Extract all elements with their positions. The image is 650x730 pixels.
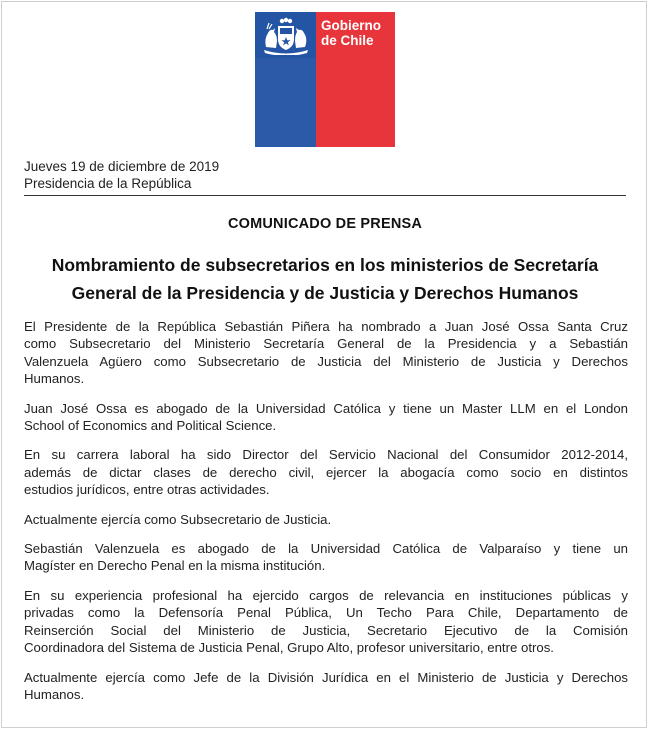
headline-line: Nombramiento de subsecretarios en los ministerios de Secretaría (51, 255, 599, 275)
paragraph-line: El Presidente de la República Sebastián Piñera ha nombrado a Juan José Ossa Santa Cruz (24, 319, 628, 334)
paragraph-line: Humanos. (24, 686, 85, 702)
paragraph-line: estudios jurídicos, entre otras actividades. (24, 482, 270, 498)
publication-source: Presidencia de la República (24, 176, 192, 191)
logo-line-2: de Chile (321, 33, 374, 48)
article-body (24, 318, 628, 715)
headline-line: General de la Presidencia y de Justicia y Derechos Humanos (71, 283, 579, 303)
logo-line-1: Gobierno (321, 18, 381, 33)
paragraph-line: Juan José Ossa es abogado de la Universidad Católica y tiene un Master LLM en el London (24, 400, 628, 416)
paragraph-line: En su experiencia profesional ha ejercido cargos de relevancia en instituciones públicas y (24, 587, 628, 603)
header-divider (24, 195, 626, 196)
headline (20, 251, 630, 307)
paragraph (24, 587, 628, 657)
paragraph-line: además de dictar clases de derecho civil, ejercer la abogacía como socio en distintos (24, 464, 628, 480)
paragraph (24, 318, 628, 388)
press-release-label: COMUNICADO DE PRENSA (227, 216, 423, 232)
publication-date: Jueves 19 de diciembre de 2019 (24, 159, 220, 174)
paragraph (24, 511, 628, 528)
paragraph-line: Actualmente ejercía como Jefe de la División Jurídica en el Ministerio de Justicia y Derechos (24, 669, 628, 685)
document-meta (24, 158, 219, 192)
logo-wordmark (321, 18, 393, 48)
paragraph-line: Sebastián Valenzuela es abogado de la Universidad Católica de Valparaíso y tiene un (24, 541, 628, 557)
paragraph (24, 446, 628, 498)
paragraph-line: School of Economics and Political Science. (24, 418, 277, 434)
paragraph-line: Magíster en Derecho Penal en la misma institución. (24, 558, 326, 574)
paragraph (24, 400, 628, 435)
paragraph-line: Reinserción Social del Ministerio de Justicia, Secretario Ejecutivo de la Comisión (24, 622, 628, 638)
paragraph-line: privadas como la Defensoría Penal Pública, Un Techo Para Chile, Departamento de (24, 605, 628, 621)
paragraph-line: En su carrera laboral ha sido Director del Servicio Nacional del Consumidor 2012-2014, (24, 447, 628, 463)
paragraph-line: Valenzuela Agüero como Subsecretario de Justicia del Ministerio de Justicia y Derechos (24, 353, 628, 369)
paragraph-line: como Subsecretario del Ministerio Secretaría General de la Presidencia y a Sebastián (24, 336, 628, 352)
paragraph-line: Humanos. (24, 371, 85, 387)
paragraph (24, 669, 628, 704)
paragraph-line: Coordinadora del Sistema de Justicia Penal, Grupo Alto, profesor universitario, entre otros. (24, 640, 554, 656)
gobierno-de-chile-logo (255, 12, 395, 147)
paragraph-line: Actualmente ejercía como Subsecretario de Justicia. (24, 511, 332, 527)
coat-of-arms-icon (258, 17, 313, 55)
paragraph (24, 540, 628, 575)
